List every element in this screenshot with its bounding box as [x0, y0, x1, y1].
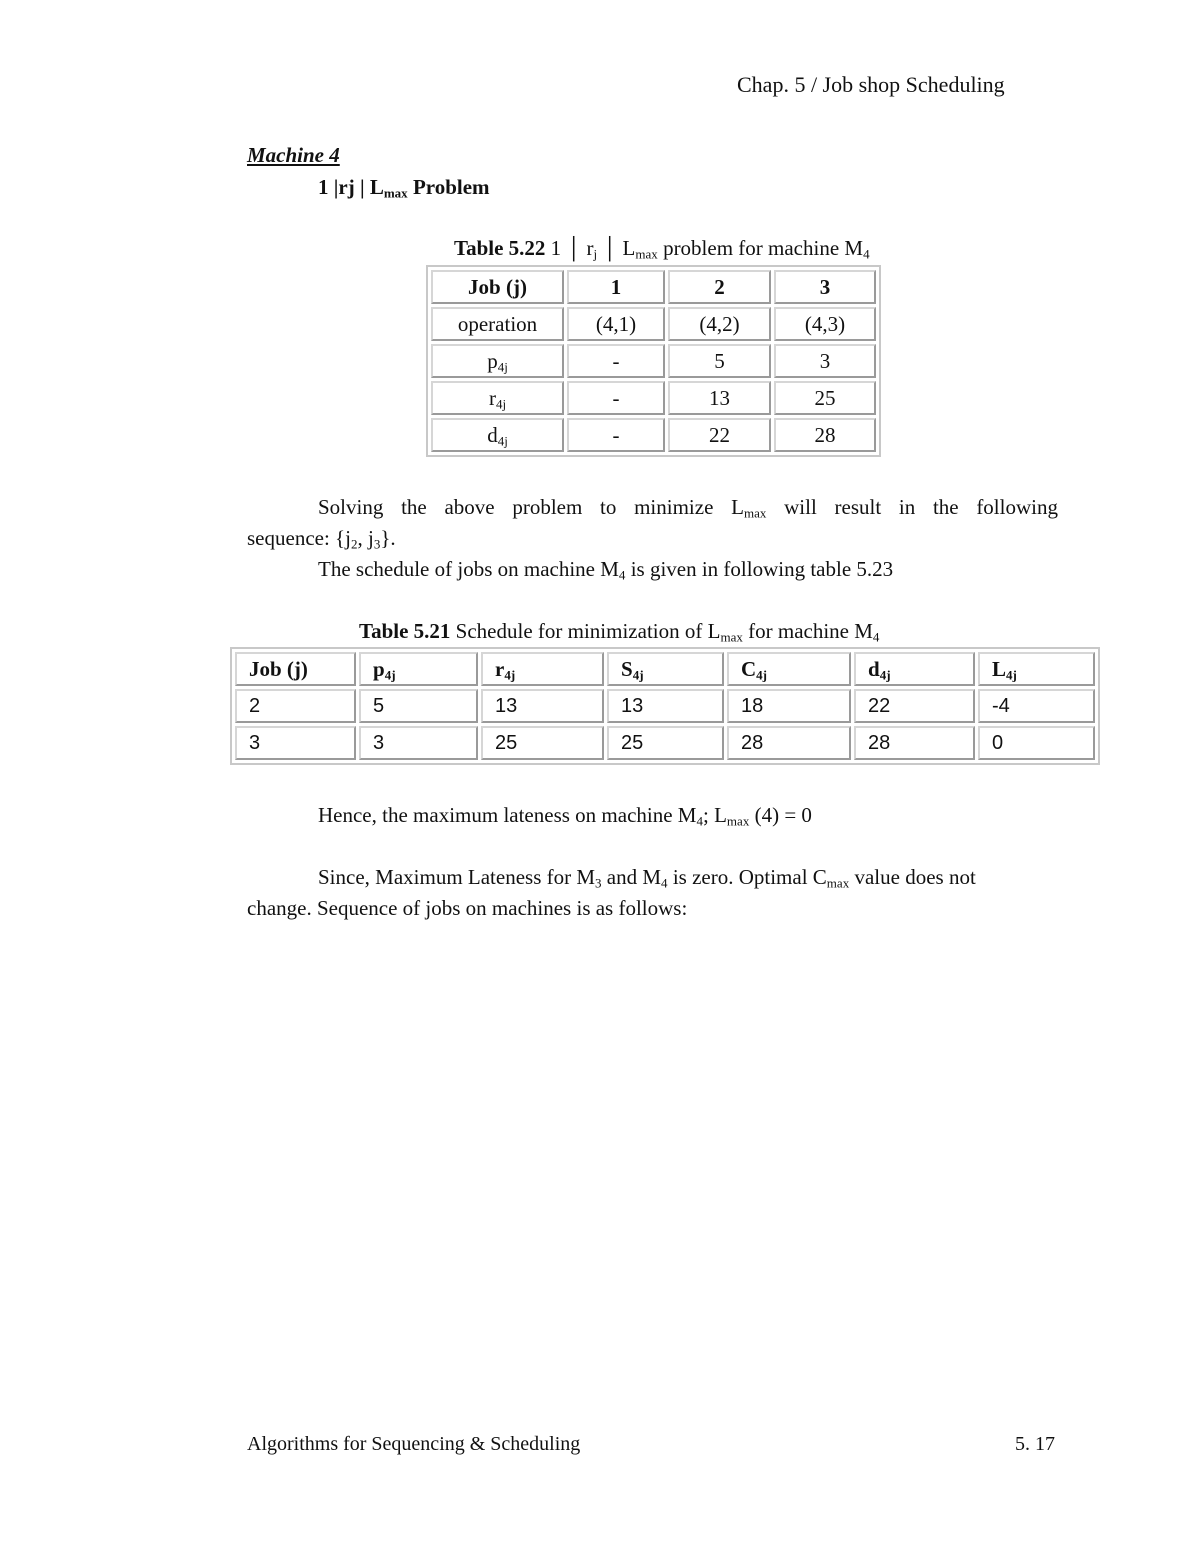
section-title: Machine 4	[247, 143, 340, 167]
table-cell: -	[567, 381, 665, 415]
table-cell: -	[567, 344, 665, 378]
paragraph-conclusion-line2: change. Sequence of jobs on machines is as follows:	[247, 896, 688, 920]
row-label: $r_{4j}$	[431, 381, 564, 415]
table-row	[235, 726, 1095, 760]
schedule-table	[230, 647, 1100, 765]
table-cell: 25	[774, 381, 876, 415]
table-cell: 5	[359, 689, 478, 723]
table-header-cell: Job (j)	[431, 270, 564, 304]
table-header-cell: $r_{4j}$	[481, 652, 604, 686]
table-cell: 5	[668, 344, 771, 378]
table-cell: 13	[607, 689, 724, 723]
paragraph-solving-line2: sequence: {$j_2$, $j_3$}.	[247, 526, 396, 552]
table-cell: (4,3)	[774, 307, 876, 341]
table-header-cell: 1	[567, 270, 665, 304]
table-header-cell: 3	[774, 270, 876, 304]
table-cell: 3	[235, 726, 356, 760]
row-label: operation	[431, 307, 564, 341]
table-cell: 13	[668, 381, 771, 415]
table-cell: (4,1)	[567, 307, 665, 341]
table-cell: 2	[235, 689, 356, 723]
table-cell: 28	[774, 418, 876, 452]
table-cell: 18	[727, 689, 851, 723]
table1-caption: Table 5.22 1 │ $r_j$ │ $L_{max}$ problem for machine $M_4$	[454, 236, 870, 262]
table-cell: 13	[481, 689, 604, 723]
table-header-cell: 2	[668, 270, 771, 304]
table-header-cell: $L_{4j}$	[978, 652, 1095, 686]
page-header: Chap. 5 / Job shop Scheduling	[737, 72, 1005, 97]
table-row	[235, 689, 1095, 723]
table2-caption: Table 5.21 Schedule for minimization of $L_{max}$ for machine $M_4$	[359, 619, 880, 645]
table-cell: 25	[607, 726, 724, 760]
footer-book-title: Algorithms for Sequencing & Scheduling	[247, 1433, 581, 1455]
paragraph-solving-line1: Solving the above problem to minimize $L_{max}$ will result in the following	[318, 495, 1058, 521]
table-header-row	[235, 652, 1095, 686]
table-header-cell: $S_{4j}$	[607, 652, 724, 686]
table-row	[431, 307, 876, 341]
table-header-cell: $p_{4j}$	[359, 652, 478, 686]
problem-table	[426, 265, 881, 457]
table-row	[431, 344, 876, 378]
table-cell: -	[567, 418, 665, 452]
table-cell: 3	[359, 726, 478, 760]
table-cell: 25	[481, 726, 604, 760]
row-label: $d_{4j}$	[431, 418, 564, 452]
footer-page-number: 5. 17	[1015, 1433, 1055, 1455]
row-label: $p_{4j}$	[431, 344, 564, 378]
table-cell: 3	[774, 344, 876, 378]
table-cell: 0	[978, 726, 1095, 760]
table-cell: 28	[854, 726, 975, 760]
table-header-cell: $C_{4j}$	[727, 652, 851, 686]
table-cell: (4,2)	[668, 307, 771, 341]
problem-title: 1 |rj | $L_{max}$ Problem	[318, 175, 490, 201]
paragraph-lateness: Hence, the maximum lateness on machine $M_4$; $L_{max}$ (4) = 0	[318, 803, 812, 829]
table-cell: 22	[668, 418, 771, 452]
paragraph-schedule: The schedule of jobs on machine $M_4$ is given in following table 5.23	[318, 557, 894, 583]
table-header-cell: $d_{4j}$	[854, 652, 975, 686]
table-cell: -4	[978, 689, 1095, 723]
table-cell: 22	[854, 689, 975, 723]
table-header-row	[431, 270, 876, 304]
table-header-cell: Job (j)	[235, 652, 356, 686]
paragraph-conclusion-line1: Since, Maximum Lateness for $M_3$ and $M_4$ is zero. Optimal $C_{max}$ value does not	[318, 865, 976, 891]
table-row	[431, 381, 876, 415]
table-row	[431, 418, 876, 452]
table-cell: 28	[727, 726, 851, 760]
